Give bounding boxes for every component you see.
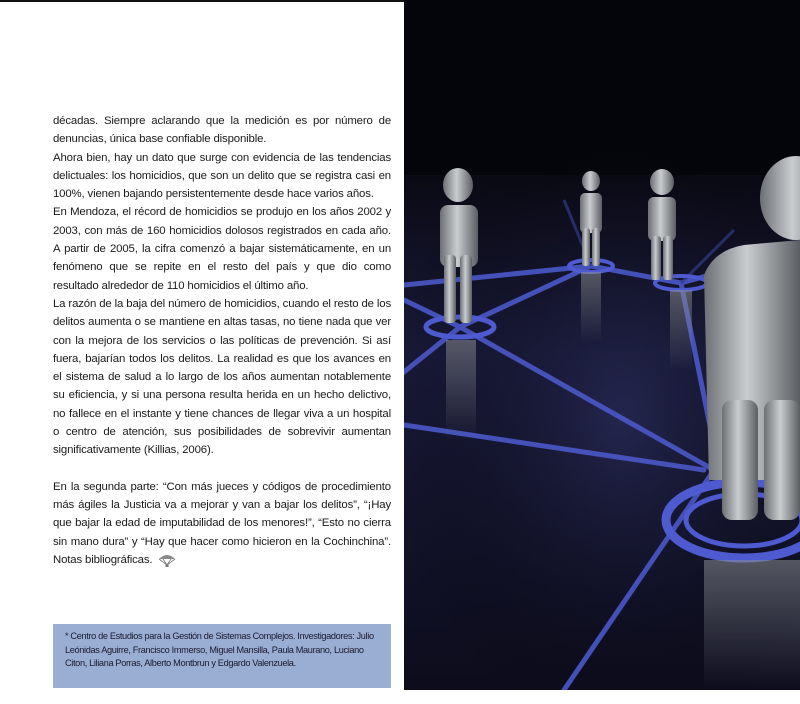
footnote-text: * Centro de Estudios para la Gestión de Sistemas Complejos. Investigadores: Julio Leónidas Aguirre, Francisco Immerso, Miguel Mansilla, Paula Maurano, Luciano Citon, Liliana Porras, Alberto Montbrun y Edgardo Valenzuela.	[65, 631, 374, 669]
paragraph-1: décadas. Siempre aclarando que la medición es por número de denuncias, única base confiable disponible.	[53, 115, 391, 146]
footnote-box	[53, 624, 391, 688]
parachute-end-mark-icon	[158, 553, 176, 567]
network-illustration	[404, 0, 800, 690]
top-rule	[0, 0, 404, 2]
paragraph-2: Ahora bien, hay un dato que surge con evidencia de las tendencias delictuales: los homicidios, que son un delito que se registra casi en 100%, vienen bajando persistentemente desde hace varios años.	[53, 151, 391, 201]
paragraph-3: En Mendoza, el récord de homicidios se produjo en los años 2002 y 2003, con más de 160 homicidios dolosos registrados en cada año. A partir de 2005, la cifra comenzó a bajar sistemáticamente, en un fenómeno que se repite en el resto del país y que dio como resultado alrededor de 110 homicidios el último año.	[53, 206, 391, 292]
paragraph-5	[53, 478, 391, 569]
article-body	[53, 112, 391, 569]
network-people-photo	[404, 0, 800, 690]
paragraph-4: La razón de la baja del número de homicidios, cuando el resto de los delitos aumenta o se mantiene en altas tasas, no tiene nada que ver con la mejora de los servicios o las políticas de prevención. Si así fuera, bajarían todos los delitos. La realidad es que los avances en el sistema de salud a lo largo de los años aumentan notablemente su eficiencia, y si una persona resulta herida en un hecho delictivo, no fallece en el instante y tiene chances de llegar viva a un hospital o centro de atención, sus posibilidades de sobrevivir aumentan significativamente (Killias, 2006).	[53, 297, 391, 457]
paragraph-5-text: En la segunda parte: “Con más jueces y códigos de procedimiento más ágiles la Justicia va a mejorar y van a bajar los delitos”, “¡Hay que bajar la edad de imputabilidad de los menores!”, “Esto no cierra sin mano dura” y “Hay que hacer como hicieron en la Cochinchina”. Notas bibliográficas.	[53, 480, 391, 566]
